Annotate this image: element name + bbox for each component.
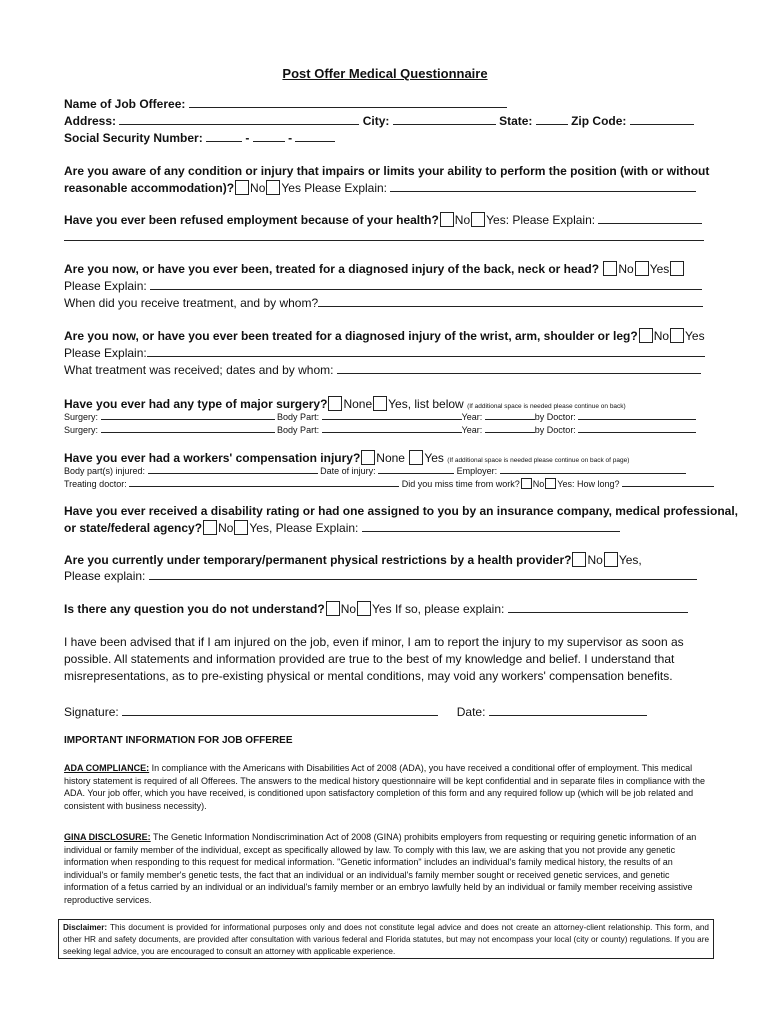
q4-no-checkbox[interactable]: [639, 328, 653, 343]
ssn-separator: -: [288, 131, 293, 145]
by-doctor-label: by Doctor:: [534, 425, 576, 435]
address-row: [64, 113, 694, 129]
city-label: City:: [362, 114, 390, 128]
employer-label: Employer:: [456, 466, 498, 476]
q1-text-cont: reasonable accommodation)?: [64, 181, 235, 195]
date-of-injury-field[interactable]: [378, 464, 454, 474]
ssn-separator: -: [245, 131, 250, 145]
zip-label: Zip Code:: [571, 114, 627, 128]
body-part-label: Body Part:: [277, 412, 320, 422]
how-long-field[interactable]: [622, 477, 714, 487]
q8-text: Are you currently under temporary/permanent physical restrictions by a health provider?: [64, 553, 572, 567]
q5-surgery-row-2: [64, 423, 696, 436]
q6-details-row-2: [64, 477, 714, 490]
missed-work-label: Did you miss time from work?: [401, 479, 520, 489]
q4-row: [64, 328, 705, 344]
q2-text: Have you ever been refused employment because of your health?: [64, 213, 439, 227]
q2-yes-checkbox[interactable]: [471, 212, 485, 227]
q6-yes-checkbox[interactable]: [409, 450, 423, 465]
address-field[interactable]: [119, 113, 359, 125]
signature-row: [64, 704, 647, 720]
q5-yes-label: Yes, list below: [388, 397, 464, 411]
q4-explain-field[interactable]: [147, 345, 705, 357]
q8-no-checkbox[interactable]: [572, 552, 586, 567]
q4-what-row: [64, 362, 701, 378]
year-label: Year:: [461, 425, 483, 435]
state-field[interactable]: [536, 113, 568, 125]
q1-no-checkbox[interactable]: [235, 180, 249, 195]
q9-yes-label: Yes If so, please explain:: [372, 602, 505, 616]
q6-details-row-1: [64, 464, 686, 477]
important-heading: IMPORTANT INFORMATION FOR JOB OFFEREE: [64, 735, 293, 746]
q7-yes-checkbox[interactable]: [234, 520, 248, 535]
q2-no-label: No: [454, 213, 471, 227]
surgery-label: Surgery:: [64, 412, 99, 422]
body-part-label: Body Part:: [277, 425, 320, 435]
year-label: Year:: [461, 412, 483, 422]
q8-explain-field[interactable]: [149, 568, 697, 580]
gina-disclosure: [64, 831, 710, 906]
by-doctor-label: by Doctor:: [534, 412, 576, 422]
q3-no-label: No: [618, 262, 634, 276]
q6-note: (If additional space is needed please continue on back of page): [447, 457, 630, 464]
q4-explain-row: [64, 345, 705, 361]
q4-yes-label: Yes: [685, 329, 705, 343]
date-of-injury-label: Date of injury:: [320, 466, 376, 476]
q7-yes-label: Yes, Please Explain:: [249, 521, 359, 535]
q5-surgery-row-1: [64, 410, 696, 423]
q8-yes-checkbox[interactable]: [604, 552, 618, 567]
q2-explain-line[interactable]: [64, 240, 704, 241]
q2-row: [64, 212, 702, 228]
q9-text: Is there any question you do not understand?: [64, 602, 325, 616]
q3-when-field[interactable]: [318, 295, 703, 307]
name-label: Name of Job Offeree:: [64, 97, 186, 111]
q5-note: (If additional space is needed please continue on back): [467, 403, 626, 410]
signature-field[interactable]: [122, 704, 438, 716]
ssn-field-3[interactable]: [295, 130, 335, 142]
ada-compliance: [64, 762, 710, 812]
ssn-field-1[interactable]: [206, 130, 242, 142]
q7-text-cont: or state/federal agency?: [64, 521, 203, 535]
state-label: State:: [499, 114, 533, 128]
q4-what-label: What treatment was received; dates and by whom:: [64, 363, 334, 377]
q4-what-field[interactable]: [337, 362, 701, 374]
ssn-field-2[interactable]: [253, 130, 285, 142]
surgery-field[interactable]: [101, 423, 275, 433]
q1-text: Are you aware of any condition or injury that impairs or limits your ability to perform the position (with or without: [64, 164, 710, 178]
q1-yes-label: Yes Please Explain:: [281, 181, 388, 195]
q8-no-label: No: [587, 553, 603, 567]
q8-explain-label: Please explain:: [64, 569, 146, 583]
q3-no-checkbox[interactable]: [603, 261, 617, 276]
address-label: Address:: [64, 114, 117, 128]
q9-no-label: No: [340, 602, 357, 616]
employer-field[interactable]: [500, 464, 686, 474]
body-parts-label: Body part(s) injured:: [64, 466, 146, 476]
q8-row: [64, 552, 642, 568]
q4-yes-checkbox[interactable]: [670, 328, 684, 343]
missed-yes-label: Yes: How long?: [557, 479, 620, 489]
q7-no-label: No: [218, 521, 234, 535]
q6-yes-label: Yes: [424, 451, 444, 465]
ada-text: In compliance with the Americans with Disabilities Act of 2008 (ADA), you have received a conditional offer of employment. This medical history statement is required of all Offerees. The answers to the medical history questionnaire will be kept confidential and in separate files in compliance with the ADA. Your job offer, which you have received, is conditioned upon satisfactory completion of this form and any required follow up (which will be job related and consistent with business necessity).: [64, 763, 706, 811]
disclaimer-label: Disclaimer:: [63, 923, 108, 932]
q1-answer-row: [64, 180, 696, 196]
q9-explain-field[interactable]: [508, 601, 688, 613]
city-field[interactable]: [393, 113, 496, 125]
doctor-field[interactable]: [578, 423, 696, 433]
gina-label: GINA DISCLOSURE:: [64, 832, 151, 842]
treating-doctor-label: Treating doctor:: [64, 479, 127, 489]
missed-yes-checkbox[interactable]: [545, 478, 556, 489]
q3-yes-label: Yes: [649, 262, 670, 276]
q5-none-checkbox[interactable]: [328, 396, 342, 411]
body-parts-field[interactable]: [148, 464, 318, 474]
doctor-field[interactable]: [578, 410, 696, 420]
q3-when-label: When did you receive treatment, and by whom?: [64, 296, 319, 310]
missed-no-checkbox[interactable]: [521, 478, 532, 489]
q9-row: [64, 601, 688, 617]
name-field[interactable]: [189, 96, 507, 108]
body-part-field[interactable]: [322, 410, 462, 420]
q3-when-row: [64, 295, 703, 311]
zip-field[interactable]: [630, 113, 694, 125]
year-field[interactable]: [485, 410, 535, 420]
disclaimer-box: [58, 919, 714, 959]
q3-explain-row: [64, 278, 702, 294]
q3-extra-checkbox[interactable]: [670, 261, 684, 276]
date-label: Date:: [456, 705, 486, 719]
q2-explain-field[interactable]: [598, 212, 702, 224]
q4-explain-label: Please Explain:: [64, 346, 147, 360]
q5-none-label: None: [343, 397, 373, 411]
q7-text: Have you ever received a disability rating or had one assigned to you by an insurance company, medical professional,: [64, 504, 738, 518]
q8-explain-row: [64, 568, 697, 584]
q7-no-checkbox[interactable]: [203, 520, 217, 535]
q2-no-checkbox[interactable]: [440, 212, 454, 227]
q6-text: Have you ever had a workers' compensation injury?: [64, 451, 361, 465]
disclaimer-text: This document is provided for informational purposes only and does not constitute legal advice and does not create an attorney-client relationship. This form, and other HR and safety documents, are provided after consultation with various federal and Florida statutes, but may not encompass your local (city or county) regulations. If you are seeking legal advice, you are encouraged to consult an attorney with applicable experience.: [63, 923, 709, 956]
surgery-label: Surgery:: [64, 425, 99, 435]
q6-none-label: None: [376, 451, 405, 465]
missed-no-label: No: [532, 479, 545, 489]
q3-yes-checkbox[interactable]: [635, 261, 649, 276]
date-field[interactable]: [489, 704, 647, 716]
q4-text: Are you now, or have you ever been treated for a diagnosed injury of the wrist, arm, shoulder or leg?: [64, 329, 638, 343]
q6-none-checkbox[interactable]: [361, 450, 375, 465]
q1-yes-checkbox[interactable]: [266, 180, 280, 195]
q9-yes-checkbox[interactable]: [357, 601, 371, 616]
acknowledgement-statement: I have been advised that if I am injured on the job, even if minor, I am to report the injury to my supervisor as soon as possible. All statements and information provided are true to the best of my knowledge and belief. I understand that misrepresentations, as to pre-existing physical or mental conditions, may void any workers' compensation benefits.: [64, 635, 684, 683]
q8-yes-label: Yes,: [618, 553, 642, 567]
q9-no-checkbox[interactable]: [326, 601, 340, 616]
q1-explain-field[interactable]: [390, 180, 696, 192]
ssn-label: Social Security Number:: [64, 131, 203, 145]
q3-row: [64, 261, 685, 277]
year-field[interactable]: [485, 423, 535, 433]
q3-text: Are you now, or have you ever been, treated for a diagnosed injury of the back, neck or head?: [64, 262, 600, 276]
treating-doctor-field[interactable]: [129, 477, 399, 487]
body-part-field[interactable]: [322, 423, 462, 433]
page-title: Post Offer Medical Questionnaire: [282, 66, 488, 81]
q7-answer-row: [64, 520, 620, 536]
ssn-row: [64, 130, 335, 146]
q2-yes-label: Yes: Please Explain:: [486, 213, 596, 227]
ada-label: ADA COMPLIANCE:: [64, 763, 150, 773]
q5-yes-checkbox[interactable]: [373, 396, 387, 411]
offeree-name-row: [64, 96, 507, 112]
q7-explain-field[interactable]: [362, 520, 620, 532]
q4-no-label: No: [653, 329, 670, 343]
q3-explain-label: Please Explain:: [64, 279, 147, 293]
q3-explain-field[interactable]: [150, 278, 702, 290]
q5-text: Have you ever had any type of major surgery?: [64, 397, 328, 411]
gina-text: The Genetic Information Nondiscrimination Act of 2008 (GINA) prohibits employers from requesting or requiring genetic information of an individual or family member of the individual, except as specifically allowed by law. To comply with this law, we are asking that you not provide any genetic information when responding to this request for medical information. "Genetic information" includes an individual's family medical history, the results of an individual's or family member's genetic tests, the fact that an individual or an individual's family member sought or received genetic services, and genetic information of a fetus carried by an individual or an individual's family member or an embryo lawfully held by an individual or family member receiving assistive reproductive services.: [64, 832, 697, 905]
q1-no-label: No: [250, 181, 266, 195]
signature-label: Signature:: [64, 705, 119, 719]
surgery-field[interactable]: [101, 410, 275, 420]
